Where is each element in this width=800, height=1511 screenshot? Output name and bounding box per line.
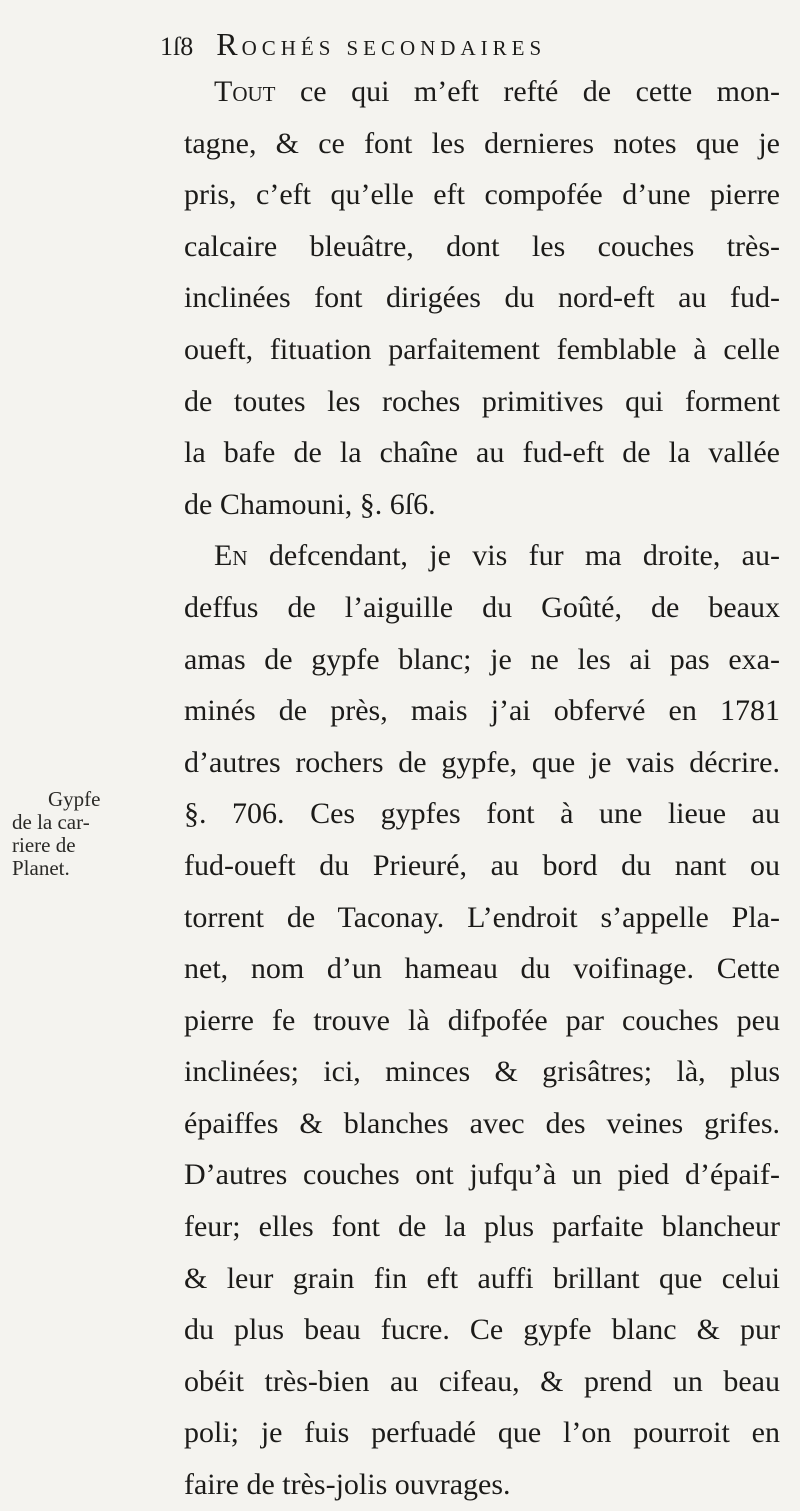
line-text: du plus beau fucre. Ce gypfe blanc & pur xyxy=(184,1313,780,1347)
line-text: poli; je fuis perfuadé que l’on pourroit en xyxy=(184,1416,780,1450)
text-line xyxy=(184,685,780,737)
line-text: minés de près, mais j’ai obfervé en 1781 xyxy=(184,694,780,728)
line-text: ce qui m’eft refté de cette mon- xyxy=(275,75,780,108)
text-line xyxy=(184,530,780,582)
text-line xyxy=(184,892,780,944)
line-text: torrent de Taconay. L’endroit s’appelle Pla- xyxy=(184,900,780,934)
margin-note-line: Planet. xyxy=(12,856,70,880)
line-text: obéit très-bien au cifeau, & prend un beau xyxy=(184,1364,780,1398)
line-text: feur; elles font de la plus parfaite blancheur xyxy=(184,1210,780,1244)
text-line xyxy=(184,995,780,1047)
text-line xyxy=(184,221,780,273)
body-text xyxy=(184,66,780,1511)
line-text: pierre fe trouve là difpofée par couches peu xyxy=(184,1003,780,1037)
line-text: d’autres rochers de gypfe, que je vais décrire. xyxy=(184,745,780,779)
running-title-word-1: OCHÉS xyxy=(241,36,336,60)
text-line xyxy=(184,582,780,634)
line-text: calcaire bleuâtre, dont les couches très- xyxy=(184,229,780,263)
text-line xyxy=(184,1253,780,1305)
line-text: defcendant, je vis fur ma droite, au- xyxy=(247,539,780,573)
line-text: deffus de l’aiguille du Goûté, de beaux xyxy=(184,590,780,624)
text-line xyxy=(184,1304,780,1356)
text-line xyxy=(184,943,780,995)
text-line xyxy=(184,634,780,686)
small-caps-lead: En xyxy=(214,539,248,573)
line-text: fud-oueft du Prieuré, au bord du nant ou xyxy=(184,848,780,882)
page-number: 1ſ8 xyxy=(160,32,194,61)
text-line xyxy=(184,118,780,170)
running-header xyxy=(160,26,780,63)
line-text: §. 706. Ces gypfes font à une lieue au xyxy=(184,797,780,831)
small-caps-lead: Tout xyxy=(214,75,276,108)
line-text: oueft, fituation parfaitement femblable à celle xyxy=(184,332,780,366)
text-line xyxy=(184,1046,780,1098)
line-text: tagne, & ce font les dernieres notes que je xyxy=(184,126,780,160)
text-line xyxy=(184,1356,780,1408)
text-line xyxy=(184,1098,780,1150)
text-line xyxy=(184,272,780,324)
running-title-initial: R xyxy=(216,26,242,62)
margin-note-line: riere de xyxy=(12,833,76,857)
line-text: faire de très-jolis ouvrages. xyxy=(184,1468,511,1502)
text-line xyxy=(184,840,780,892)
margin-note-line: Gypfe xyxy=(48,787,101,811)
text-line xyxy=(184,427,780,479)
text-line xyxy=(184,1149,780,1201)
text-line xyxy=(184,376,780,428)
text-line xyxy=(184,788,780,840)
margin-note-line: de la car- xyxy=(12,810,90,834)
line-text: pris, c’eft qu’elle eft compofée d’une pierre xyxy=(184,178,780,212)
text-line xyxy=(184,1459,780,1511)
line-text: de Chamouni, §. 6ſ6. xyxy=(184,487,436,521)
line-text: net, nom d’un hameau du voifinage. Cette xyxy=(184,952,780,986)
line-text: la bafe de la chaîne au fud-eft de la vallée xyxy=(184,436,780,470)
line-text: épaiffes & blanches avec des veines grifes. xyxy=(184,1106,780,1140)
text-line xyxy=(184,324,780,376)
text-line xyxy=(184,169,780,221)
line-text: inclinées font dirigées du nord-eft au fud- xyxy=(184,281,780,315)
line-text: inclinées; ici, minces & grisâtres; là, plus xyxy=(184,1055,780,1089)
margin-note xyxy=(12,788,122,880)
text-line xyxy=(184,479,780,531)
running-title-word-2: SECONDAIRES xyxy=(346,36,547,60)
line-text: amas de gypfe blanc; je ne les ai pas exa- xyxy=(184,642,780,676)
text-line xyxy=(184,66,780,118)
text-line xyxy=(184,1201,780,1253)
line-text: & leur grain fin eft auffi brillant que celui xyxy=(184,1261,780,1295)
line-text: de toutes les roches primitives qui forment xyxy=(184,384,780,418)
text-line xyxy=(184,1407,780,1459)
text-line xyxy=(184,737,780,789)
line-text: D’autres couches ont jufqu’à un pied d’épaif- xyxy=(184,1158,780,1192)
